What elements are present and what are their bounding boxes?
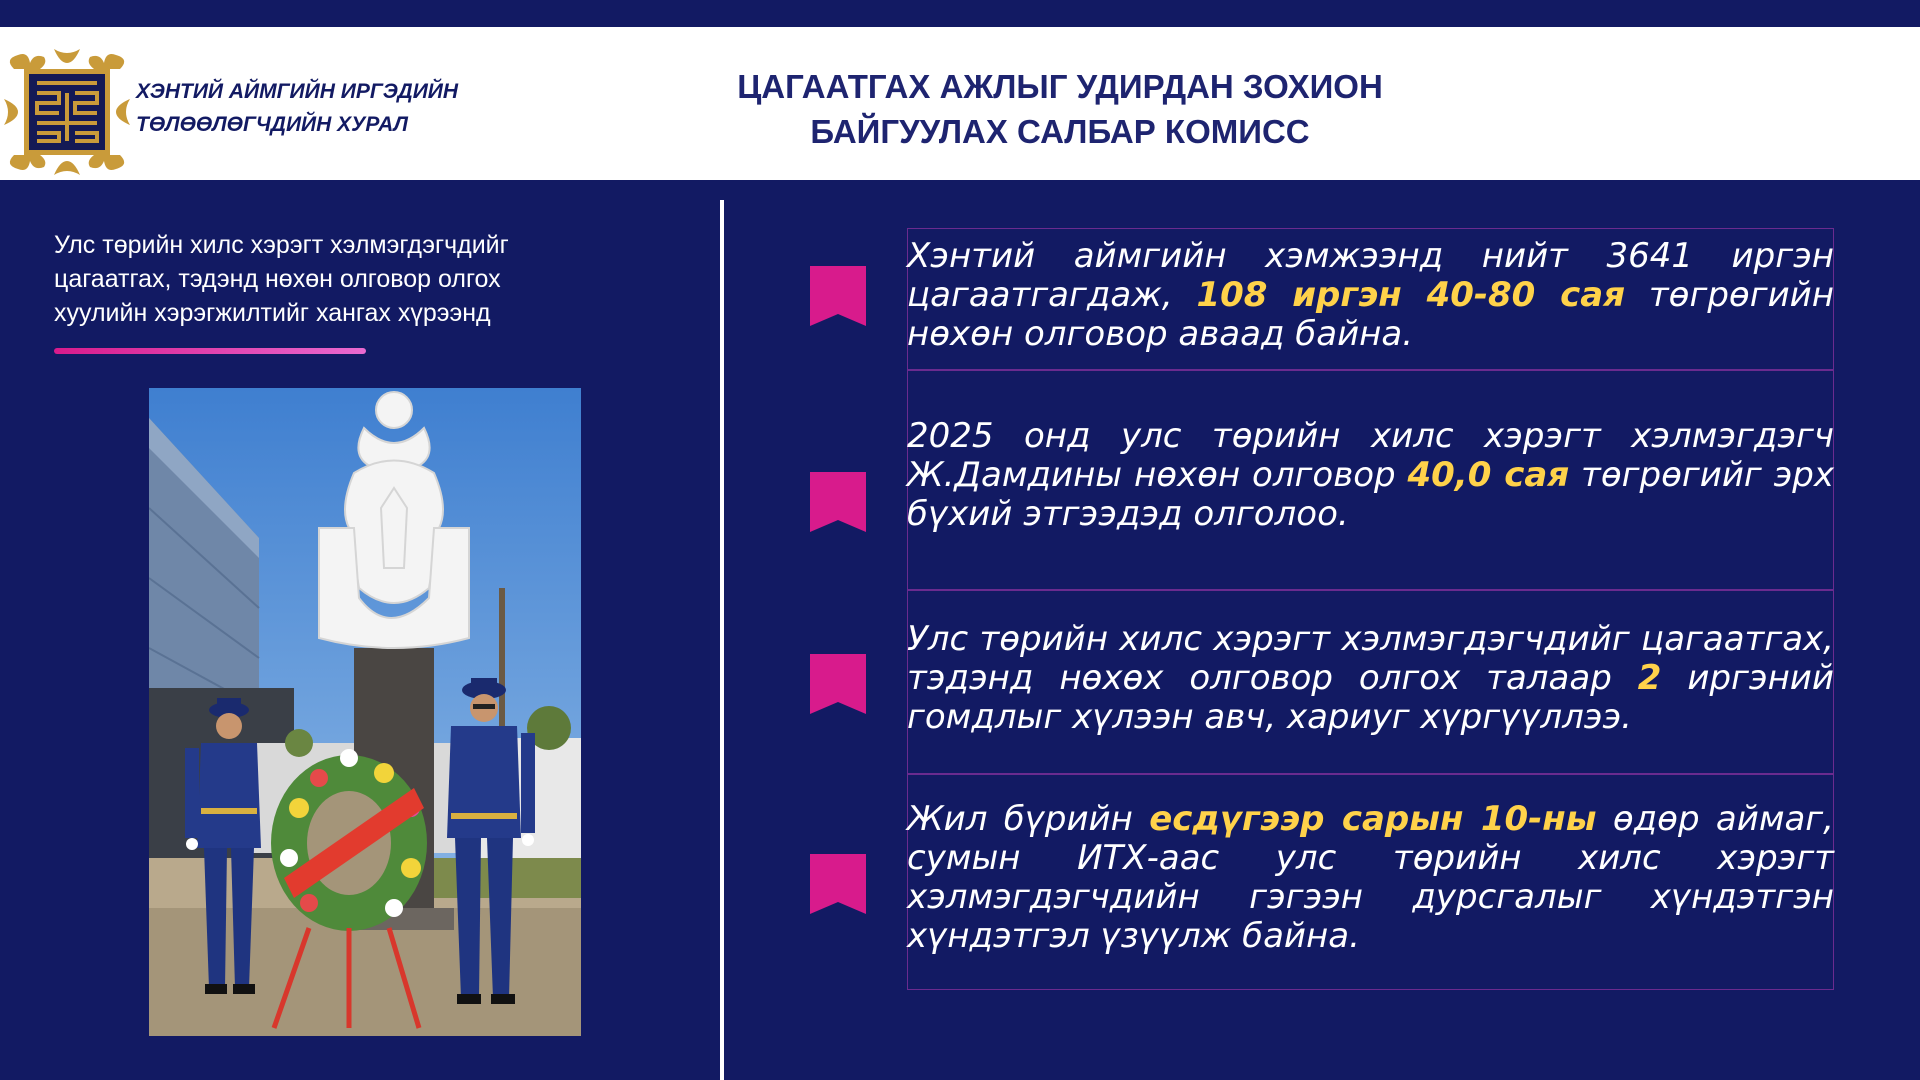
bullet-text-1 [907, 237, 1834, 354]
pink-ribbon-bookmark-icon [810, 854, 866, 914]
bullet-1-highlight: 108 иргэн 40-80 сая [1196, 275, 1626, 315]
page-title-line2: БАЙГУУЛАХ САЛБАР КОМИСС [810, 113, 1310, 150]
pink-ribbon-bookmark-icon [810, 654, 866, 714]
emblem-logo [4, 49, 130, 175]
memorial-photo [149, 388, 581, 1036]
page-title [640, 64, 1480, 154]
pink-ribbon-bookmark-icon [810, 472, 866, 532]
bullet-4-highlight: есдүгээр сарын 10-ны [1149, 799, 1597, 839]
org-name-line2: ТӨЛӨӨЛӨГЧДИЙН ХУРАЛ [136, 113, 408, 136]
section-heading [54, 228, 614, 330]
org-name-line1: ХЭНТИЙ АЙМГИЙН ИРГЭДИЙН [136, 80, 459, 103]
bullet-2-part1: 2025 онд улс төрийн хилс хэрэгт хэлмэгдэгч Ж.Дамдины нөхөн олговор [907, 416, 1834, 495]
bullet-3-part2: иргэний гомдлыг хүлээн авч, хариуг хүргүүллээ. [907, 658, 1834, 737]
section-heading-line3: хуулийн хэрэгжилтийг хангах хүрээнд [54, 299, 491, 327]
bullet-3-highlight: 2 [1637, 658, 1662, 698]
pink-ribbon-bookmark-icon [810, 266, 866, 326]
bullet-text-3 [907, 620, 1834, 737]
bullet-2-highlight: 40,0 сая [1407, 455, 1570, 495]
bullet-3-part1: Улс төрийн хилс хэрэгт хэлмэгдэгчдийг цагаатгах, тэдэнд нөхөх олговор олгох талаар [907, 619, 1834, 698]
bullet-text-2 [907, 417, 1834, 534]
page-title-line1: ЦАГААТГАХ АЖЛЫГ УДИРДАН ЗОХИОН [737, 68, 1383, 105]
top-strip [0, 0, 1920, 27]
organization-name [136, 75, 496, 141]
header-bar [0, 27, 1920, 180]
section-heading-line1: Улс төрийн хилс хэрэгт хэлмэгдэгчдийг [54, 231, 509, 259]
section-heading-line2: цагаатгах, тэдэнд нөхөн олговор олгох [54, 265, 501, 293]
bullet-2-part2: төгрөгийг эрх бүхий этгээдэд олголоо. [907, 455, 1834, 534]
heading-underline [54, 348, 366, 354]
bullet-4-part2: өдөр аймаг, сумын ИТХ-аас улс төрийн хилс хэрэгт хэлмэгдэгчдийн гэгээн дурсгалыг хүндэтгэн хүндэтгэл үзүүлж байна. [907, 799, 1834, 956]
bullet-4-part1: Жил бүрийн [907, 799, 1150, 839]
bullet-1-part2: төгрөгийн нөхөн олговор аваад байна. [907, 275, 1834, 354]
bullet-1-part1: Хэнтий аймгийн хэмжээнд нийт 3641 иргэн цагаатгагдаж, [907, 236, 1834, 315]
vertical-divider [720, 200, 724, 1080]
bullet-text-4 [907, 800, 1834, 956]
